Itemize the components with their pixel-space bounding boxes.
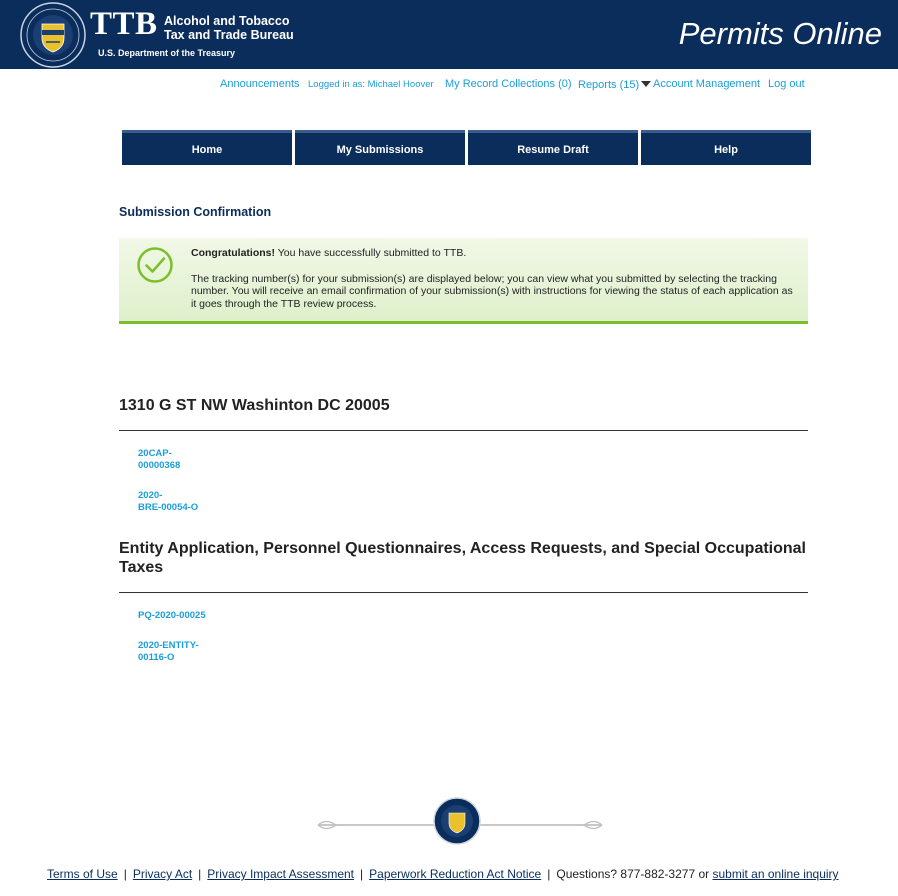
success-strong: Congratulations!	[191, 247, 275, 259]
account-management-link[interactable]: Account Management	[653, 78, 761, 90]
nav-my-submissions[interactable]: My Submissions	[295, 130, 465, 165]
tracking-link-line2: BRE-00054-O	[138, 502, 199, 513]
tracking-link[interactable]	[138, 640, 228, 664]
success-line-1-text: You have successfully submitted to TTB.	[275, 247, 467, 259]
tracking-link-line2: 00116-O	[138, 652, 175, 663]
success-line-1	[191, 247, 796, 260]
tracking-link-line1: 2020-	[138, 490, 163, 501]
section-divider	[119, 430, 808, 431]
footer-separator: |	[360, 867, 364, 881]
top-links-bar	[0, 78, 898, 92]
tracking-link[interactable]	[138, 610, 228, 622]
check-circle-icon	[136, 246, 174, 284]
department-label: U.S. Department of the Treasury	[98, 48, 236, 58]
page-title: Submission Confirmation	[119, 205, 272, 219]
privacy-impact-link[interactable]: Privacy Impact Assessment	[207, 867, 355, 881]
footer-separator: |	[198, 867, 202, 881]
ttb-logo-text: TTB	[90, 6, 158, 42]
footer-separator: |	[547, 867, 551, 881]
tracking-link-line1: PQ-2020-00025	[138, 610, 206, 621]
site-header	[0, 0, 898, 69]
footer-links	[47, 867, 839, 881]
success-line-2: The tracking number(s) for your submission(s) are displayed below; you can view what you submitted by selecting the tracking number. You will receive an email confirmation of your submission(s) with instructions for viewing the status of each application as it goes through the TTB review process.	[191, 272, 793, 310]
tracking-link[interactable]	[138, 490, 228, 514]
reports-label: Reports (15)	[578, 79, 640, 91]
tracking-link-line1: 20CAP-	[138, 448, 172, 459]
tracking-link-line1: 2020-ENTITY-	[138, 640, 199, 651]
footer-separator: |	[123, 867, 127, 881]
record-collections-link[interactable]: My Record Collections (0)	[445, 78, 572, 90]
paperwork-reduction-link[interactable]: Paperwork Reduction Act Notice	[369, 867, 542, 881]
tracking-link-line2: 00000368	[138, 460, 181, 471]
logout-link[interactable]: Log out	[768, 78, 805, 90]
reports-menu[interactable]	[578, 79, 651, 91]
app-title: Permits Online	[678, 16, 882, 51]
nav-home[interactable]: Home	[122, 130, 292, 165]
success-message	[119, 238, 808, 324]
logged-in-label: Logged in as: Michael Hoover	[308, 79, 434, 90]
questions-text: Questions? 877-882-3277 or	[556, 867, 710, 881]
section-divider	[119, 592, 808, 593]
success-text	[191, 247, 796, 310]
bureau-line-2: Tax and Trade Bureau	[164, 28, 294, 42]
privacy-act-link[interactable]: Privacy Act	[132, 867, 193, 881]
terms-of-use-link[interactable]: Terms of Use	[47, 867, 118, 881]
announcements-link[interactable]: Announcements	[220, 78, 300, 90]
nav-help[interactable]: Help	[641, 130, 811, 165]
nav-resume-draft[interactable]: Resume Draft	[468, 130, 638, 165]
bureau-name	[164, 14, 294, 42]
tracking-link[interactable]	[138, 448, 228, 472]
chevron-down-icon	[641, 81, 651, 87]
bureau-line-1: Alcohol and Tobacco	[164, 14, 290, 28]
ttb-seal-icon[interactable]	[20, 2, 86, 68]
section-title-address: 1310 G ST NW Washinton DC 20005	[119, 397, 390, 414]
footer-seal-icon	[310, 796, 610, 848]
online-inquiry-link[interactable]: submit an online inquiry	[712, 867, 839, 881]
section-title-entity: Entity Application, Personnel Questionnaires, Access Requests, and Special Occupational Taxes	[119, 540, 806, 576]
